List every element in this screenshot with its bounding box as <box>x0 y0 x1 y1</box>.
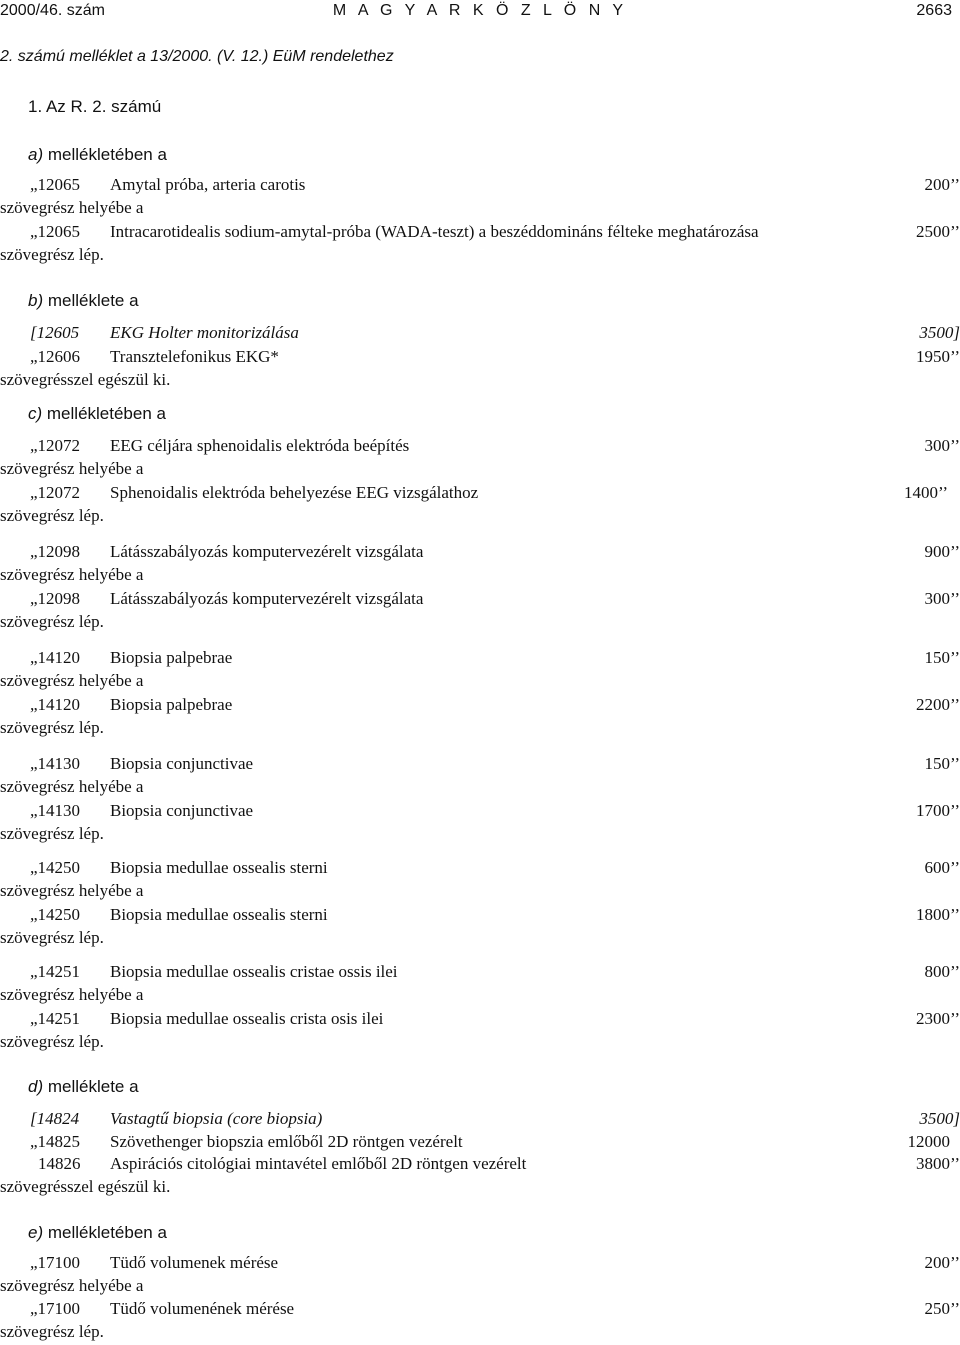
entry-points: 800’’ <box>924 962 960 981</box>
journal-title: M A G Y A R K Ö Z L Ö N Y <box>332 2 628 19</box>
phrase-line <box>0 1176 960 1198</box>
entry-code: „14120 <box>30 648 81 667</box>
entry-points: 150’’ <box>924 754 960 773</box>
entry-code: „17100 <box>30 1299 81 1318</box>
entry-code: „12606 <box>30 347 81 366</box>
entry-row <box>0 435 960 457</box>
section-e-text: mellékletében a <box>43 1223 167 1242</box>
entry-points: 3500] <box>919 323 960 342</box>
entry-row <box>0 1298 960 1320</box>
entry-code: „14251 <box>30 1009 81 1028</box>
section-a-heading <box>0 144 960 166</box>
entry-code: „14251 <box>30 962 81 981</box>
entry-points: 300’’ <box>924 436 960 455</box>
phrase-replace: szövegrész helyébe a <box>0 881 144 900</box>
phrase-replace: szövegrész helyébe a <box>0 671 144 690</box>
entry-description: Tüdő volumenének mérése <box>110 1299 295 1318</box>
section-b-label: b) <box>28 291 44 310</box>
entry-description: Biopsia palpebrae <box>110 695 233 714</box>
entry-description: Intracarotidealis sodium-amytal-próba (WADA-teszt) a beszéddomináns félteke meghatározása <box>110 222 759 241</box>
entry-row <box>0 1008 960 1030</box>
entry-code: [14824 <box>30 1109 80 1128</box>
entry-code: „14130 <box>30 754 81 773</box>
entry-row <box>0 1153 960 1175</box>
entry-points: 3500] <box>919 1109 960 1128</box>
entry-row <box>0 346 960 368</box>
phrase-line <box>0 369 960 391</box>
entry-row <box>0 1252 960 1274</box>
phrase-line <box>0 776 960 798</box>
entry-row <box>0 1131 960 1153</box>
phrase-enters: szövegrész lép. <box>0 506 104 525</box>
entry-row <box>0 753 960 775</box>
entry-points: 200’’ <box>924 175 960 194</box>
entry-description: Biopsia medullae ossealis sterni <box>110 905 328 924</box>
section-b-heading <box>0 290 960 312</box>
entry-code: „12072 <box>30 483 81 502</box>
phrase-line <box>0 244 960 266</box>
section-c-heading <box>0 403 960 425</box>
phrase-supplement: szövegrésszel egészül ki. <box>0 370 171 389</box>
entry-row <box>0 482 960 504</box>
entry-description: Szövethenger biopszia emlőből 2D röntgen vezérelt <box>110 1132 463 1151</box>
section-c <box>28 403 166 425</box>
phrase-supplement: szövegrésszel egészül ki. <box>0 1177 171 1196</box>
entry-row <box>0 961 960 983</box>
entry-row <box>0 221 960 243</box>
phrase-line <box>0 564 960 586</box>
section-e-heading <box>0 1222 960 1244</box>
phrase-line <box>0 1275 960 1297</box>
section-e <box>28 1222 167 1244</box>
phrase-replace: szövegrész helyébe a <box>0 1276 144 1295</box>
entry-code: „12065 <box>30 175 81 194</box>
section-b <box>28 290 139 312</box>
intro-line <box>0 96 960 118</box>
section-c-text: mellékletében a <box>42 404 166 423</box>
phrase-line <box>0 984 960 1006</box>
entry-description: Látásszabályozás komputervezérelt vizsgálata <box>110 589 424 608</box>
entry-code: „12098 <box>30 589 81 608</box>
entry-row <box>0 904 960 926</box>
entry-description: Tüdő volumenek mérése <box>110 1253 279 1272</box>
entry-row <box>0 588 960 610</box>
phrase-line <box>0 670 960 692</box>
entry-points: 900’’ <box>924 542 960 561</box>
entry-row <box>0 694 960 716</box>
phrase-enters: szövegrész lép. <box>0 718 104 737</box>
phrase-enters: szövegrész lép. <box>0 612 104 631</box>
phrase-line <box>0 458 960 480</box>
entry-description: EKG Holter monitorizálása <box>110 323 299 342</box>
entry-description: Biopsia medullae ossealis cristae ossis ilei <box>110 962 398 981</box>
entry-code: 14826 <box>38 1154 81 1173</box>
phrase-replace: szövegrész helyébe a <box>0 777 144 796</box>
entry-points: 12000 <box>907 1132 950 1151</box>
section-d-label: d) <box>28 1077 44 1096</box>
entry-points: 1400’’ <box>903 483 948 502</box>
entry-code: [12605 <box>30 323 80 342</box>
entry-code: „14825 <box>30 1132 81 1151</box>
entry-points: 1800’’ <box>915 905 960 924</box>
phrase-line <box>0 197 960 219</box>
phrase-line <box>0 823 960 845</box>
entry-row <box>0 800 960 822</box>
entry-description: Látásszabályozás komputervezérelt vizsgálata <box>110 542 424 561</box>
entry-code: „14250 <box>30 905 81 924</box>
phrase-replace: szövegrész helyébe a <box>0 459 144 478</box>
entry-code: „17100 <box>30 1253 81 1272</box>
issue-number: 2000/46. szám <box>0 2 105 19</box>
entry-code: „12098 <box>30 542 81 561</box>
phrase-line <box>0 880 960 902</box>
entry-row <box>0 174 960 196</box>
section-d-heading <box>0 1076 960 1098</box>
annex-title: 2. számú melléklet a 13/2000. (V. 12.) EüM rendelethez <box>0 48 394 65</box>
entry-points: 2200’’ <box>915 695 960 714</box>
entry-description: Vastagtű biopsia (core biopsia) <box>110 1109 323 1128</box>
phrase-replace: szövegrész helyébe a <box>0 985 144 1004</box>
phrase-enters: szövegrész lép. <box>0 1032 104 1051</box>
page-number: 2663 <box>916 2 952 19</box>
phrase-enters: szövegrész lép. <box>0 928 104 947</box>
phrase-replace: szövegrész helyébe a <box>0 198 144 217</box>
entry-description: Biopsia conjunctivae <box>110 801 254 820</box>
phrase-enters: szövegrész lép. <box>0 245 104 264</box>
entry-row <box>0 541 960 563</box>
entry-code: „14250 <box>30 858 81 877</box>
entry-points: 3800’’ <box>915 1154 960 1173</box>
entry-description: Biopsia conjunctivae <box>110 754 254 773</box>
section-a-label: a) <box>28 145 44 164</box>
entry-points: 150’’ <box>924 648 960 667</box>
phrase-line <box>0 1321 960 1343</box>
entry-description: Amytal próba, arteria carotis <box>110 175 306 194</box>
page-header <box>0 2 960 24</box>
entry-points: 1700’’ <box>915 801 960 820</box>
phrase-line <box>0 505 960 527</box>
entry-description: Biopsia medullae ossealis crista osis ilei <box>110 1009 384 1028</box>
section-b-text: melléklete a <box>43 291 139 310</box>
section-d-text: melléklete a <box>43 1077 139 1096</box>
section-a <box>28 144 167 166</box>
entry-points: 200’’ <box>924 1253 960 1272</box>
intro-text: 1. Az R. 2. számú <box>28 97 162 116</box>
entry-points: 2500’’ <box>915 222 960 241</box>
entry-code: „14120 <box>30 695 81 714</box>
section-e-label: e) <box>28 1223 44 1242</box>
phrase-replace: szövegrész helyébe a <box>0 565 144 584</box>
phrase-line <box>0 611 960 633</box>
entry-row <box>0 1108 960 1130</box>
section-a-text: mellékletében a <box>43 145 167 164</box>
phrase-line <box>0 1031 960 1053</box>
entry-code: „14130 <box>30 801 81 820</box>
entry-code: „12065 <box>30 222 81 241</box>
entry-row <box>0 647 960 669</box>
entry-description: Biopsia medullae ossealis sterni <box>110 858 328 877</box>
phrase-enters: szövegrész lép. <box>0 1322 104 1341</box>
entry-points: 1950’’ <box>915 347 960 366</box>
section-c-label: c) <box>28 404 43 423</box>
entry-description: Aspirációs citológiai mintavétel emlőből 2D röntgen vezérelt <box>110 1154 527 1173</box>
phrase-enters: szövegrész lép. <box>0 824 104 843</box>
entry-points: 2300’’ <box>915 1009 960 1028</box>
entry-description: Sphenoidalis elektróda behelyezése EEG vizsgálathoz <box>110 483 479 502</box>
entry-points: 300’’ <box>924 589 960 608</box>
entry-description: EEG céljára sphenoidalis elektróda beépítés <box>110 436 410 455</box>
entry-points: 600’’ <box>924 858 960 877</box>
entry-row <box>0 857 960 879</box>
section-d <box>28 1076 139 1098</box>
phrase-line <box>0 717 960 739</box>
entry-code: „12072 <box>30 436 81 455</box>
entry-points: 250’’ <box>924 1299 960 1318</box>
entry-row <box>0 322 960 344</box>
entry-description: Biopsia palpebrae <box>110 648 233 667</box>
phrase-line <box>0 927 960 949</box>
entry-description: Transztelefonikus EKG* <box>110 347 279 366</box>
